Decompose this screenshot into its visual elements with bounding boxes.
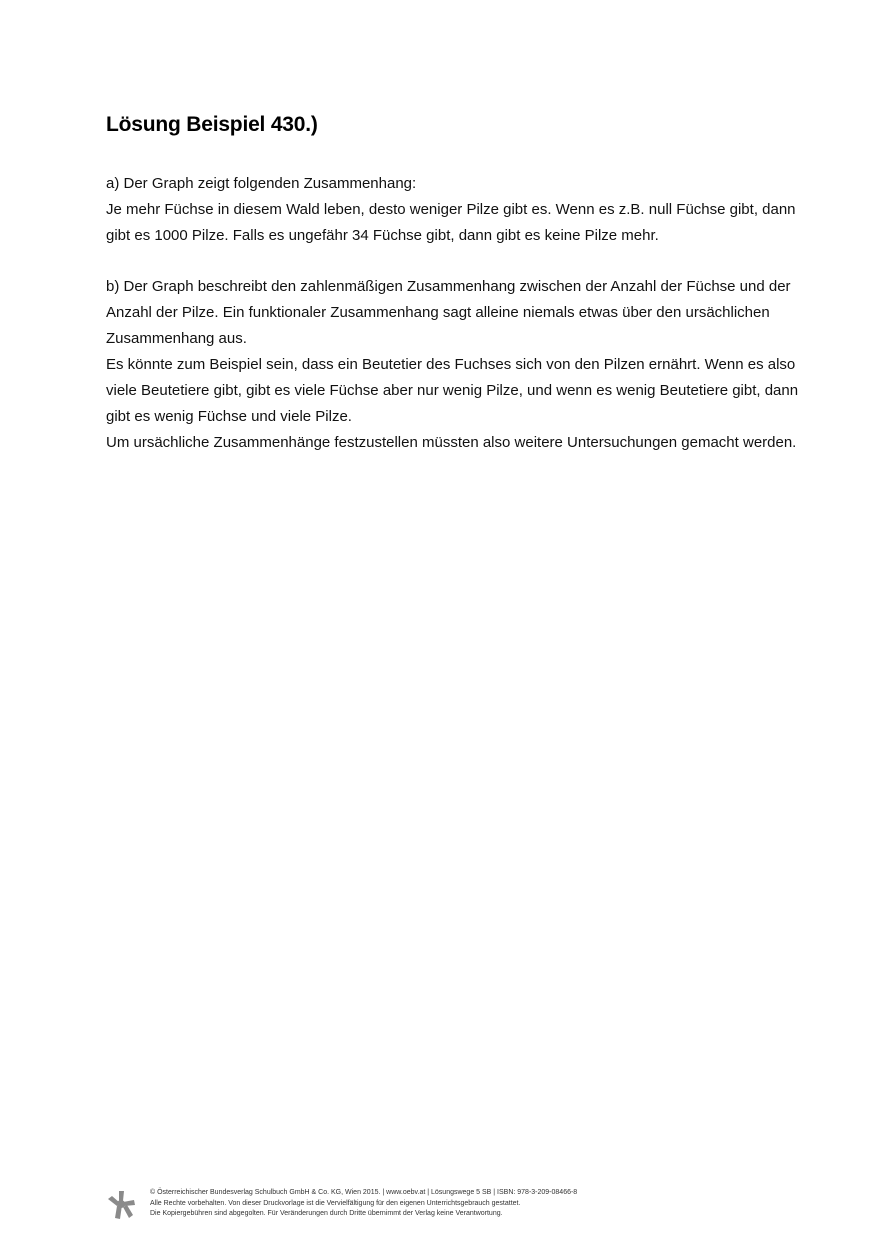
page-title: Lösung Beispiel 430.) [106,113,318,136]
solution-part-b [106,274,806,456]
part-b-line: Es könnte zum Beispiel sein, dass ein Beutetier des Fuchses sich von den Pilzen ernährt. Wenn es also viele Beutetiere gibt, gibt es viele Füchse aber nur wenig Pilze, und wenn es wenig Beutetiere gibt, dann gibt es wenig Füchse und viele Pilze. [106,356,799,425]
copyright-notice [150,1188,577,1220]
page-footer [106,1188,726,1228]
part-a-line: a) Der Graph zeigt folgenden Zusammenhang: [106,175,417,192]
part-b-line: Um ursächliche Zusammenhänge festzustellen müssten also weitere Untersuchungen gemacht werden. [106,434,797,451]
solution-part-a [106,171,806,249]
part-a-line: Je mehr Füchse in diesem Wald leben, desto weniger Pilze gibt es. Wenn es z.B. null Füchse gibt, dann gibt es 1000 Pilze. Falls es ungefähr 34 Füchse gibt, dann gibt es keine Pilze mehr. [106,201,796,244]
rights-line: Alle Rechte vorbehalten. Von dieser Druckvorlage ist die Vervielfältigung für den eigenen Unterrichtsgebrauch gestattet. [150,1199,521,1207]
oebv-logo-icon [106,1190,136,1220]
copyright-line: © Österreichischer Bundesverlag Schulbuch GmbH & Co. KG, Wien 2015. | www.oebv.at | Lösungswege 5 SB | ISBN: 978-3-209-08466-8 [150,1189,578,1196]
part-b-line: b) Der Graph beschreibt den zahlenmäßigen Zusammenhang zwischen der Anzahl der Füchse und der Anzahl der Pilze. Ein funktionaler Zusammenhang sagt alleine niemals etwas über den ursächlichen Zusammenhang aus. [106,278,791,347]
fees-line: Die Kopiergebühren sind abgegolten. Für Veränderungen durch Dritte übernimmt der Verlag keine Verantwortung. [150,1210,503,1217]
